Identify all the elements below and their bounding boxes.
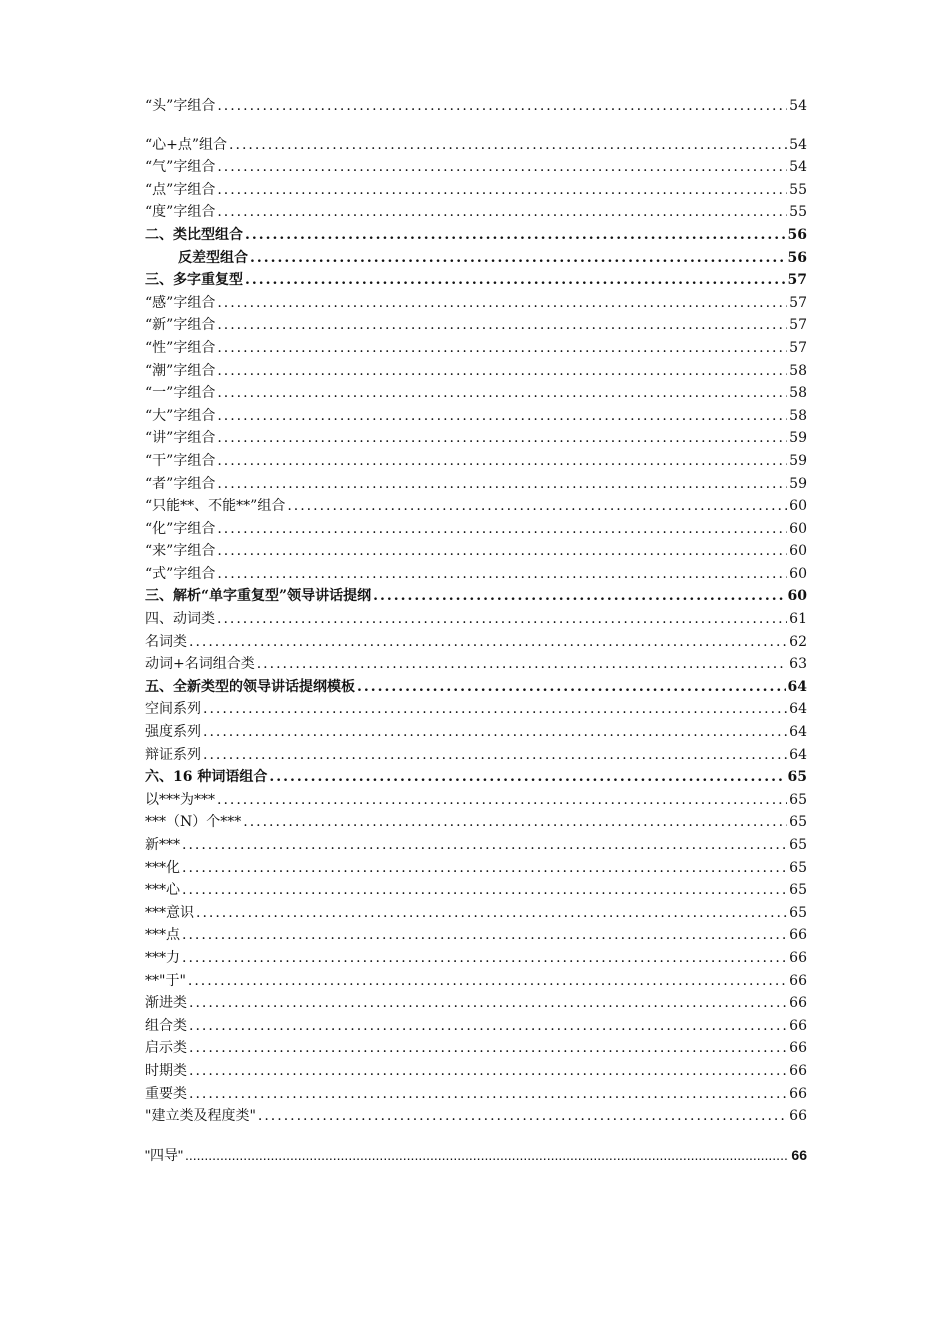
toc-entry-title: “性”字组合 bbox=[145, 339, 216, 356]
toc-entry[interactable] bbox=[145, 585, 807, 608]
toc-entry-title: ***（N）个*** bbox=[145, 814, 242, 831]
toc-entry[interactable] bbox=[145, 382, 807, 405]
toc-entry-title: 动词+名词组合类 bbox=[145, 656, 255, 673]
toc-entry-page-number: 66 bbox=[791, 1146, 807, 1163]
toc-entry-page-number: 61 bbox=[789, 611, 807, 628]
toc-entry[interactable] bbox=[145, 608, 807, 631]
toc-entry-page-number: 54 bbox=[789, 159, 807, 176]
toc-dot-leader bbox=[217, 382, 787, 405]
toc-dot-leader bbox=[217, 540, 787, 563]
toc-entry-title: ***意识 bbox=[145, 904, 194, 921]
toc-entry-title: 渐进类 bbox=[145, 995, 187, 1012]
toc-entry-title: 重要类 bbox=[145, 1085, 187, 1102]
toc-entry-page-number: 60 bbox=[789, 520, 807, 537]
toc-entry-page-number: 65 bbox=[787, 769, 807, 786]
toc-dot-leader bbox=[189, 992, 787, 1015]
toc-entry-page-number: 57 bbox=[789, 317, 807, 334]
toc-entry[interactable] bbox=[145, 495, 807, 518]
toc-entry-page-number: 56 bbox=[787, 226, 807, 243]
toc-entry-page-number: 65 bbox=[789, 882, 807, 899]
toc-dot-leader bbox=[217, 563, 787, 586]
toc-entry[interactable] bbox=[145, 1144, 807, 1167]
toc-entry[interactable] bbox=[145, 1105, 807, 1128]
toc-entry-page-number: 64 bbox=[787, 678, 807, 695]
toc-entry[interactable] bbox=[145, 653, 807, 676]
toc-entry-page-number: 66 bbox=[789, 1085, 807, 1102]
toc-entry[interactable] bbox=[145, 811, 807, 834]
toc-entry-page-number: 66 bbox=[789, 949, 807, 966]
toc-entry[interactable] bbox=[145, 337, 807, 360]
toc-entry[interactable] bbox=[145, 631, 807, 654]
toc-entry-page-number: 66 bbox=[789, 1017, 807, 1034]
toc-dot-leader bbox=[182, 879, 787, 902]
toc-entry-title: “者”字组合 bbox=[145, 475, 216, 492]
toc-dot-leader bbox=[357, 676, 786, 699]
toc-entry-page-number: 65 bbox=[789, 859, 807, 876]
toc-dot-leader bbox=[245, 269, 786, 292]
toc-entry[interactable] bbox=[145, 1083, 807, 1106]
toc-dot-leader bbox=[217, 450, 787, 473]
toc-entry-page-number: 58 bbox=[789, 385, 807, 402]
toc-entry[interactable] bbox=[145, 1060, 807, 1083]
toc-entry[interactable] bbox=[145, 857, 807, 880]
toc-dot-leader bbox=[203, 698, 787, 721]
toc-entry[interactable] bbox=[145, 834, 807, 857]
toc-entry-title: 名词类 bbox=[145, 633, 187, 650]
toc-entry-title: 六、16 种词语组合 bbox=[145, 769, 268, 786]
toc-dot-leader bbox=[217, 314, 787, 337]
toc-entry[interactable] bbox=[145, 766, 807, 789]
toc-entry[interactable] bbox=[145, 992, 807, 1015]
toc-dot-leader bbox=[269, 766, 785, 789]
toc-entry[interactable] bbox=[145, 269, 807, 292]
toc-entry-title: ***点 bbox=[145, 927, 180, 944]
toc-entry[interactable] bbox=[145, 970, 807, 993]
toc-entry[interactable] bbox=[145, 721, 807, 744]
toc-dot-leader bbox=[217, 179, 787, 202]
toc-entry-title: 四、动词类 bbox=[145, 611, 215, 628]
toc-dot-leader bbox=[257, 653, 787, 676]
toc-entry-page-number: 65 bbox=[789, 837, 807, 853]
toc-entry-title: “气”字组合 bbox=[145, 159, 216, 176]
toc-entry[interactable] bbox=[145, 201, 807, 224]
toc-dot-leader bbox=[217, 789, 787, 812]
toc-entry[interactable] bbox=[145, 179, 807, 202]
toc-entry-page-number: 60 bbox=[789, 565, 807, 582]
toc-entry[interactable] bbox=[145, 427, 807, 450]
toc-entry-page-number: 66 bbox=[789, 995, 807, 1012]
toc-entry-page-number: 66 bbox=[789, 972, 807, 989]
toc-entry[interactable] bbox=[145, 698, 807, 721]
toc-entry-title: 二、类比型组合 bbox=[145, 226, 243, 243]
toc-entry-page-number: 60 bbox=[787, 588, 807, 605]
toc-entry-title: 空间系列 bbox=[145, 701, 201, 718]
toc-entry-title: “头”字组合 bbox=[145, 98, 216, 114]
toc-entry[interactable] bbox=[145, 879, 807, 902]
toc-entry-page-number: 54 bbox=[789, 136, 807, 153]
toc-dot-leader bbox=[189, 631, 787, 654]
toc-entry-page-number: 59 bbox=[789, 452, 807, 469]
toc-entry-title: “感”字组合 bbox=[145, 294, 216, 311]
toc-entry-page-number: 57 bbox=[789, 339, 807, 356]
toc-entry[interactable] bbox=[145, 247, 807, 270]
toc-entry-page-number: 66 bbox=[789, 927, 807, 944]
toc-entry-page-number: 56 bbox=[787, 249, 807, 266]
toc-entry-page-number: 57 bbox=[787, 272, 807, 289]
toc-entry-title: “干”字组合 bbox=[145, 452, 216, 469]
toc-entry-title: "四导" bbox=[145, 1146, 183, 1163]
toc-entry-page-number: 60 bbox=[789, 498, 807, 515]
toc-entry-page-number: 58 bbox=[789, 407, 807, 424]
toc-entry-page-number: 60 bbox=[789, 543, 807, 560]
toc-entry-title: 时期类 bbox=[145, 1062, 187, 1079]
toc-entry-page-number: 57 bbox=[789, 294, 807, 311]
toc-entry-page-number: 64 bbox=[789, 701, 807, 718]
toc-dot-leader bbox=[196, 902, 787, 925]
toc-entry-page-number: 65 bbox=[789, 904, 807, 921]
toc-entry-title: “新”字组合 bbox=[145, 317, 216, 334]
toc-entry-page-number: 59 bbox=[789, 430, 807, 447]
toc-entry-title: “式”字组合 bbox=[145, 565, 216, 582]
toc-entry[interactable] bbox=[145, 902, 807, 925]
toc-entry-title: 三、解析“单字重复型”领导讲话提纲 bbox=[145, 588, 372, 605]
toc-entry-title: ***力 bbox=[145, 949, 180, 966]
toc-entry-page-number: 55 bbox=[789, 181, 807, 198]
toc-entry-title: “讲”字组合 bbox=[145, 430, 216, 447]
toc-entry-page-number: 58 bbox=[789, 362, 807, 379]
toc-entry-page-number: 63 bbox=[789, 656, 807, 673]
toc-dot-leader bbox=[217, 608, 787, 631]
toc-dot-leader bbox=[182, 857, 787, 880]
toc-entry[interactable] bbox=[145, 450, 807, 473]
toc-dot-leader bbox=[182, 834, 787, 857]
toc-entry[interactable] bbox=[145, 518, 807, 541]
toc-entry[interactable] bbox=[145, 134, 807, 157]
toc-entry[interactable] bbox=[145, 314, 807, 337]
toc-dot-leader bbox=[182, 947, 787, 970]
toc-dot-leader bbox=[217, 201, 787, 224]
toc-entry-title: **"于" bbox=[145, 972, 186, 989]
toc-entry[interactable] bbox=[145, 563, 807, 586]
toc-entry[interactable] bbox=[145, 676, 807, 699]
toc-entry-page-number: 66 bbox=[789, 1062, 807, 1079]
toc-dot-leader bbox=[243, 811, 787, 834]
toc-dot-leader bbox=[217, 405, 787, 428]
toc-entry-page-number: 55 bbox=[789, 204, 807, 221]
toc-entry-title: “点”字组合 bbox=[145, 181, 216, 198]
toc-entry[interactable] bbox=[145, 540, 807, 563]
toc-entry-title: 反差型组合 bbox=[178, 249, 248, 266]
toc-entry-title: 新*** bbox=[145, 837, 180, 853]
toc-dot-leader bbox=[217, 360, 787, 383]
toc-entry-page-number: 64 bbox=[789, 724, 807, 741]
toc-entry-title: “来”字组合 bbox=[145, 543, 216, 560]
toc-dot-leader bbox=[189, 1015, 787, 1038]
toc-entry-title: ***心 bbox=[145, 882, 180, 899]
toc-dot-leader bbox=[373, 585, 785, 608]
toc-entry-title: “化”字组合 bbox=[145, 520, 216, 537]
toc-entry-page-number: 65 bbox=[789, 791, 807, 808]
toc-entry-title: “度”字组合 bbox=[145, 204, 216, 221]
toc-entry-title: "建立类及程度类" bbox=[145, 1108, 256, 1125]
toc-entry-page-number: 59 bbox=[789, 475, 807, 492]
toc-dot-leader bbox=[217, 292, 787, 315]
toc-entry[interactable] bbox=[145, 473, 807, 496]
toc-dot-leader bbox=[217, 518, 787, 541]
toc-dot-leader bbox=[229, 134, 787, 157]
toc-entry[interactable] bbox=[145, 292, 807, 315]
toc-dot-leader bbox=[217, 337, 787, 360]
toc-entry-title: ***化 bbox=[145, 859, 180, 876]
toc-dot-leader bbox=[185, 1144, 789, 1167]
toc-dot-leader bbox=[287, 495, 787, 518]
toc-entry[interactable] bbox=[145, 789, 807, 812]
toc-entry-title: “潮”字组合 bbox=[145, 362, 216, 379]
toc-entry[interactable] bbox=[145, 156, 807, 179]
toc-dot-leader bbox=[245, 224, 786, 247]
table-of-contents bbox=[145, 95, 807, 1166]
toc-entry-page-number: 62 bbox=[789, 633, 807, 650]
toc-entry-title: “一”字组合 bbox=[145, 385, 216, 402]
toc-dot-leader bbox=[182, 924, 787, 947]
toc-dot-leader bbox=[203, 744, 787, 767]
toc-entry[interactable] bbox=[145, 360, 807, 383]
toc-entry-title: “只能**、不能**”组合 bbox=[145, 498, 286, 515]
toc-dot-leader bbox=[258, 1105, 787, 1128]
toc-dot-leader bbox=[217, 95, 787, 118]
toc-dot-leader bbox=[217, 427, 787, 450]
toc-entry-title: 五、全新类型的领导讲话提纲模板 bbox=[145, 678, 355, 695]
toc-entry[interactable] bbox=[145, 1037, 807, 1060]
toc-dot-leader bbox=[250, 247, 786, 270]
toc-entry-page-number: 66 bbox=[789, 1108, 807, 1125]
toc-entry[interactable] bbox=[145, 224, 807, 247]
toc-entry-title: 组合类 bbox=[145, 1017, 187, 1034]
toc-entry-title: 强度系列 bbox=[145, 724, 201, 741]
toc-dot-leader bbox=[188, 970, 787, 993]
toc-entry[interactable] bbox=[145, 947, 807, 970]
toc-entry-page-number: 64 bbox=[789, 746, 807, 763]
toc-entry[interactable] bbox=[145, 95, 807, 118]
toc-entry[interactable] bbox=[145, 924, 807, 947]
toc-entry-title: 启示类 bbox=[145, 1040, 187, 1057]
toc-entry-title: “心+点”组合 bbox=[145, 136, 228, 153]
toc-dot-leader bbox=[217, 156, 787, 179]
toc-entry[interactable] bbox=[145, 405, 807, 428]
toc-entry-title: “大”字组合 bbox=[145, 407, 216, 424]
toc-dot-leader bbox=[217, 473, 787, 496]
toc-entry[interactable] bbox=[145, 1015, 807, 1038]
toc-entry-title: 辩证系列 bbox=[145, 746, 201, 763]
toc-dot-leader bbox=[189, 1060, 787, 1083]
toc-dot-leader bbox=[189, 1083, 787, 1106]
toc-dot-leader bbox=[203, 721, 787, 744]
toc-entry[interactable] bbox=[145, 744, 807, 767]
toc-entry-page-number: 54 bbox=[789, 98, 807, 114]
toc-entry-title: 三、多字重复型 bbox=[145, 272, 243, 289]
toc-entry-title: 以***为*** bbox=[145, 791, 215, 808]
toc-dot-leader bbox=[189, 1037, 787, 1060]
toc-entry-page-number: 65 bbox=[789, 814, 807, 831]
toc-entry-page-number: 66 bbox=[789, 1040, 807, 1057]
